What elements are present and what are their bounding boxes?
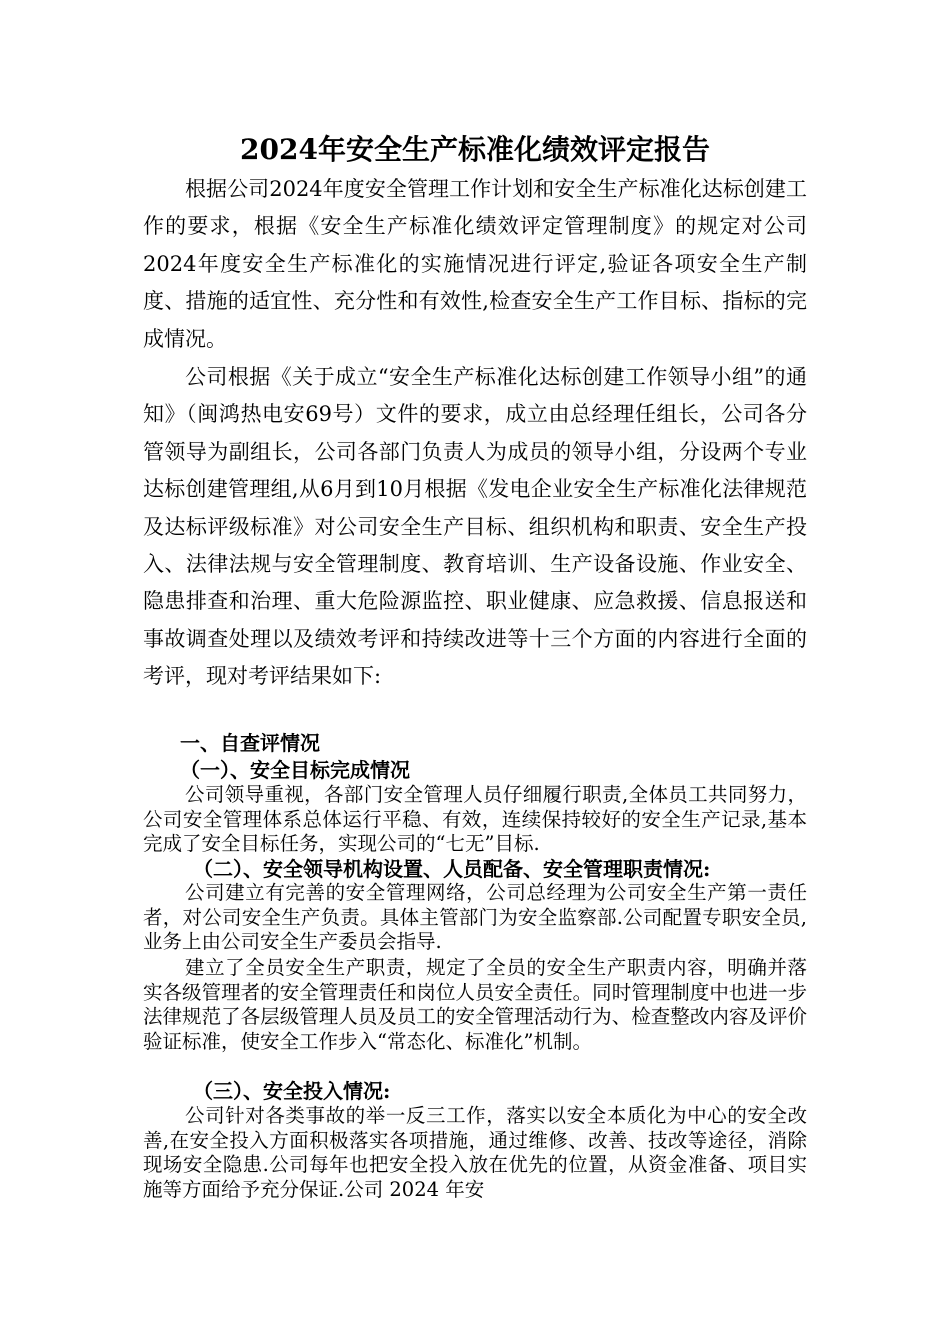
document-title: 2024年安全生产标准化绩效评定报告 <box>240 133 710 166</box>
intro-paragraph: 根据公司2024年度安全管理工作计划和安全生产标准化达标创建工作的要求，根据《安全生产标准化绩效评定管理制度》的规定对公司2024年度安全生产标准化的实施情况进行评定,验证各项安全生产制度、措施的适宜性、充分性和有效性,检查安全生产工作目标、指标的完成情况。 <box>143 177 807 351</box>
subsection-heading: （三）、安全投入情况: <box>193 1079 391 1103</box>
subsection-heading: （二）、安全领导机构设置、人员配备、安全管理职责情况: <box>193 857 711 881</box>
body-paragraph: 公司领导重视，各部门安全管理人员仔细履行职责,全体员工共同努力，公司安全管理体系总体运行平稳、有效，连续保持较好的安全生产记录,基本完成了安全目标任务，实现公司的“七无”目标. <box>143 783 807 856</box>
body-paragraph: 公司针对各类事故的举一反三工作，落实以安全本质化为中心的安全改善,在安全投入方面积极落实各项措施，通过维修、改善、技改等途径，消除现场安全隐患.公司每年也把安全投入放在优先的位置，从资金准备、项目实施等方面给予充分保证.公司 2024 年安 <box>143 1104 807 1201</box>
body-paragraph: 建立了全员安全生产职责，规定了全员的安全生产职责内容，明确并落实各级管理者的安全管理责任和岗位人员安全责任。同时管理制度中也进一步法律规范了各层级管理人员及员工的安全管理活动行为、检查整改内容及评价验证标准，使安全工作步入“常态化、标准化”机制。 <box>143 956 807 1053</box>
section-heading: 一、自查评情况 <box>180 731 320 755</box>
intro-paragraph: 公司根据《关于成立“安全生产标准化达标创建工作领导小组”的通知》（闽鸿热电安69号）文件的要求，成立由总经理任组长，公司各分管领导为副组长，公司各部门负责人为成员的领导小组，分设两个专业达标创建管理组,从6月到10月根据《发电企业安全生产标准化法律规范及达标评级标准》对公司安全生产目标、组织机构和职责、安全生产投入、法律法规与安全管理制度、教育培训、生产设备设施、作业安全、隐患排查和治理、重大危险源监控、职业健康、应急救援、信息报送和事故调查处理以及绩效考评和持续改进等十三个方面的内容进行全面的考评，现对考评结果如下: <box>143 365 807 689</box>
body-paragraph: 公司建立有完善的安全管理网络，公司总经理为公司安全生产第一责任者，对公司安全生产负责。具体主管部门为安全监察部.公司配置专职安全员,业务上由公司安全生产委员会指导. <box>143 881 807 954</box>
subsection-heading: （一）、安全目标完成情况 <box>180 758 410 782</box>
